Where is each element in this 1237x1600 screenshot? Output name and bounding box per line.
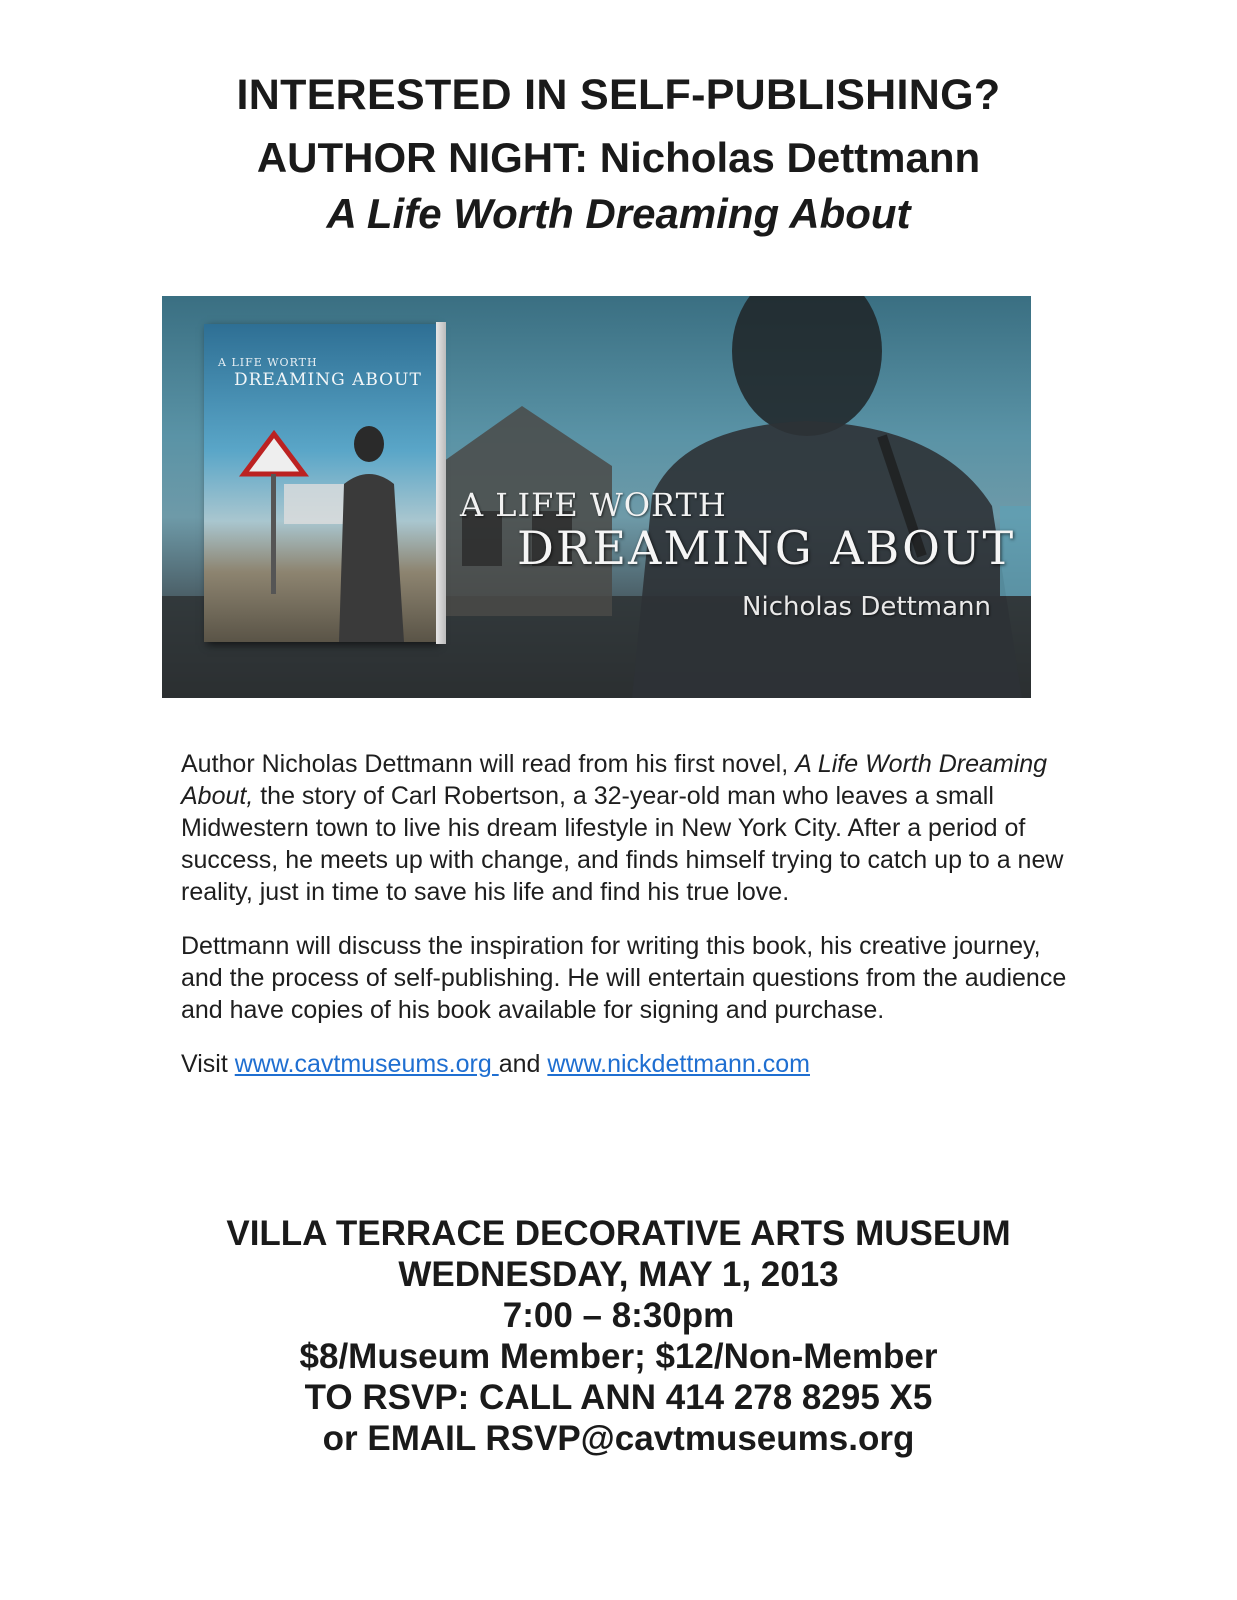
book-banner (162, 296, 1031, 698)
headline: INTERESTED IN SELF-PUBLISHING? (236, 71, 1001, 119)
book-cover (204, 324, 436, 642)
book-title: A Life Worth Dreaming About (326, 190, 911, 237)
visit-line (181, 1048, 1081, 1080)
description-paragraph-2: Dettmann will discuss the inspiration for writing this book, his creative journey, and the process of self-publishing. He will entertain questions from the audience and have copies of his book available for signing and purchase. (181, 932, 1067, 1024)
event-description (181, 748, 1081, 1102)
event-details (0, 1213, 1237, 1459)
event-price: $8/Museum Member; $12/Non-Member (299, 1337, 938, 1376)
visit-label: Visit (181, 1050, 235, 1078)
description-paragraph-1 (181, 748, 1081, 908)
p1-intro: Author Nicholas Dettmann will read from his first novel, (181, 750, 796, 778)
nickdettmann-link[interactable]: www.nickdettmann.com (547, 1050, 810, 1078)
event-date: WEDNESDAY, MAY 1, 2013 (398, 1255, 839, 1294)
event-title: AUTHOR NIGHT: Nicholas Dettmann (256, 134, 981, 181)
event-time: 7:00 – 8:30pm (502, 1296, 735, 1335)
venue: VILLA TERRACE DECORATIVE ARTS MUSEUM (226, 1214, 1011, 1253)
rsvp-phone: TO RSVP: CALL ANN 414 278 8295 X5 (304, 1378, 933, 1417)
and-label: and (498, 1050, 548, 1078)
banner-title-line1: A LIFE WORTH (460, 486, 727, 524)
banner-author: Nicholas Dettmann (742, 592, 991, 622)
book-cover-title-line1: A LIFE WORTH (218, 356, 318, 369)
flyer-header (0, 68, 1237, 240)
book-spine (436, 322, 446, 644)
cavtmuseums-link[interactable]: www.cavtmuseums.org (234, 1050, 499, 1078)
p1-rest: the story of Carl Robertson, a 32-year-old man who leaves a small Midwestern town to live his dream lifestyle in New York City. After a period of success, he meets up with change, and finds himself trying to catch up to a new reality, just in time to save his life and find his true love. (181, 782, 1064, 906)
p1-book-title: A Life Worth Dreaming About, (181, 750, 1048, 810)
banner-title-line2: DREAMING ABOUT (517, 521, 1016, 575)
book-cover-title-line2: DREAMING ABOUT (234, 370, 422, 390)
rsvp-email: or EMAIL RSVP@cavtmuseums.org (322, 1419, 915, 1458)
